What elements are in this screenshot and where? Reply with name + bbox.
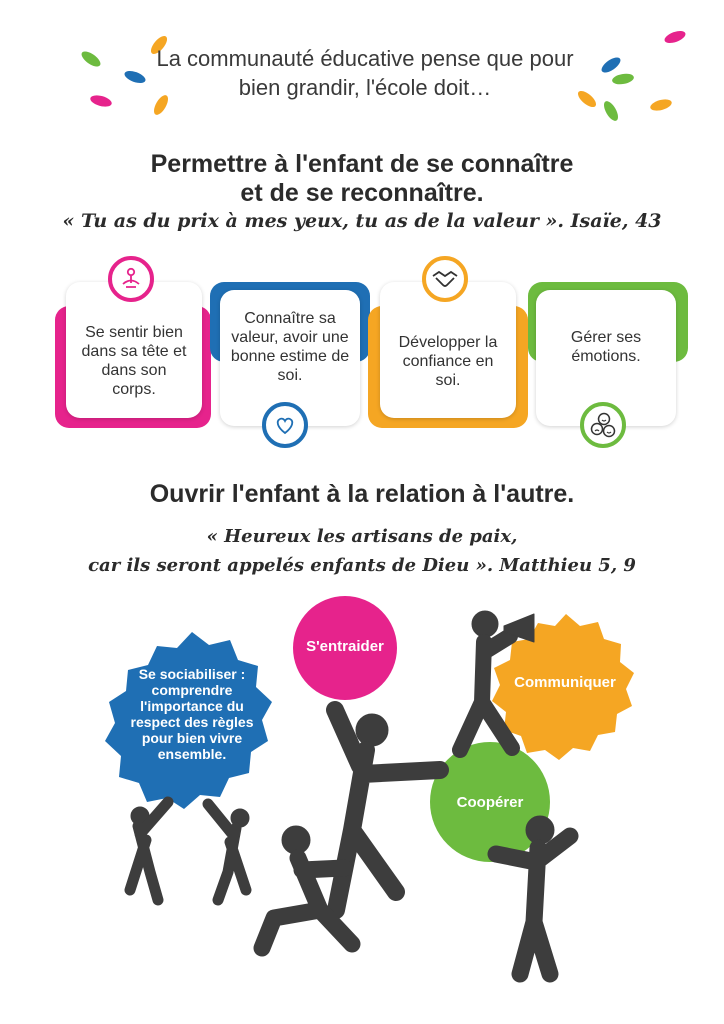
section1-quote: « Tu as du prix à mes yeux, tu as de la valeur ». Isaïe, 43 xyxy=(62,210,662,232)
section1-title-line2: et de se reconnaître. xyxy=(240,179,484,207)
person-figure xyxy=(472,611,498,637)
petal-decoration xyxy=(89,93,113,108)
cooperation-illustration xyxy=(0,590,724,1024)
card-well-being-text: Se sentir bien dans sa tête et dans son corps. xyxy=(81,324,187,398)
petal-decoration xyxy=(601,99,621,123)
petal-decoration xyxy=(123,69,147,86)
section1-title xyxy=(0,150,724,208)
cooperate-label: Coopérer xyxy=(456,794,524,811)
section2-title: Ouvrir l'enfant à la relation à l'autre. xyxy=(149,480,575,508)
petal-decoration xyxy=(79,49,103,70)
card-well-being xyxy=(66,282,202,418)
heart-hands-icon xyxy=(262,402,308,448)
petal-decoration xyxy=(599,55,623,76)
handshake-icon xyxy=(422,256,468,302)
help-label: S'entraider xyxy=(306,638,384,655)
card-self-esteem-text: Connaître sa valeur, avoir une bonne estime de soi. xyxy=(230,310,350,384)
communicate-label: Communiquer xyxy=(514,674,616,691)
card-emotions-text: Gérer ses émotions. xyxy=(570,329,642,365)
person-figure xyxy=(496,836,570,974)
emotions-icon xyxy=(580,402,626,448)
section2-quote-line2: car ils seront appelés enfants de Dieu ». Matthieu 5, 9 xyxy=(88,555,636,576)
petal-decoration xyxy=(611,72,634,86)
section1-title-line1: Permettre à l'enfant de se connaître xyxy=(150,150,574,178)
intro-text: La communauté éducative pense que pour bien grandir, l'école doit… xyxy=(156,46,574,100)
card-confidence xyxy=(380,282,516,418)
person-figure xyxy=(335,710,440,910)
petal-decoration xyxy=(663,29,687,46)
person-figure xyxy=(356,714,388,746)
socialise-text: Se sociabiliser : comprendre l'importance du respect des règles pour bien vivre ensemble. xyxy=(130,666,254,762)
card-confidence-text: Développer la confiance en soi. xyxy=(398,333,498,389)
section2-quote-line1: « Heureux les artisans de paix, xyxy=(206,526,518,547)
petal-decoration xyxy=(649,97,673,112)
meditation-icon xyxy=(108,256,154,302)
section2-quote xyxy=(0,522,724,580)
